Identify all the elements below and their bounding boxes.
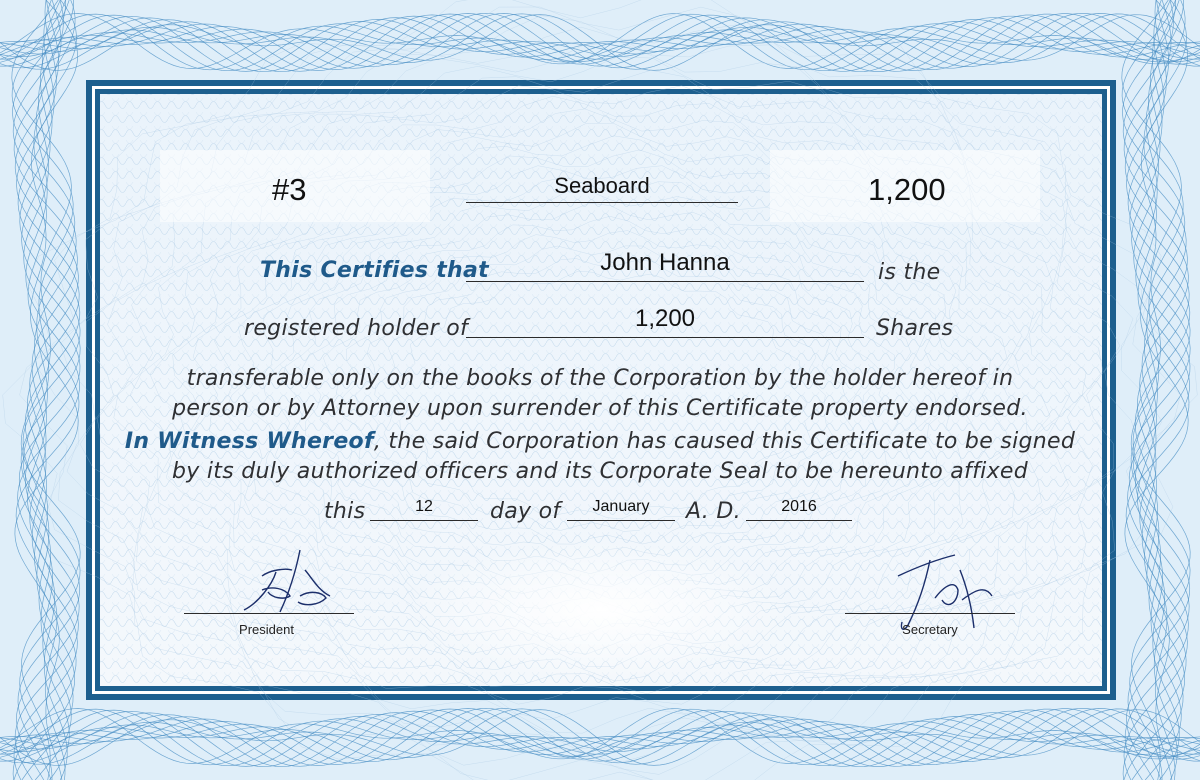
president-label: President [239, 622, 294, 637]
day-of-label: day of [490, 499, 561, 524]
paragraph-line-2: person or by Attorney upon surrender of this Certificate property endorsed. [172, 396, 1028, 421]
paragraph-line-1: transferable only on the books of the Corporation by the holder hereof in [186, 366, 1014, 391]
certificate-number: #3 [272, 172, 307, 207]
year-field: 2016 [746, 498, 852, 521]
president-signature-line [184, 613, 354, 614]
witness-line-1 [0, 429, 1200, 454]
this-label: this [324, 499, 366, 524]
certifies-label: This Certifies that [260, 258, 489, 283]
holder-name-field: John Hanna [466, 247, 864, 282]
secretary-signature-line [845, 613, 1015, 614]
registered-holder-label: registered holder of [244, 316, 469, 341]
witness-rest: , the said Corporation has caused this Certificate to be signed [373, 429, 1076, 454]
company-name-field: Seaboard [466, 170, 738, 203]
witness-label: In Witness Whereof [124, 429, 374, 454]
shares-value-field: 1,200 [466, 303, 864, 338]
witness-line-2: by its duly authorized officers and its Corporate Seal to be hereunto affixed [172, 459, 1028, 484]
ad-label: A. D. [686, 499, 741, 524]
shares-word: Shares [876, 316, 954, 341]
secretary-label: Secretary [902, 622, 958, 637]
is-the-text: is the [878, 260, 941, 285]
shares-count-top: 1,200 [868, 172, 946, 207]
month-field: January [567, 498, 675, 521]
day-field: 12 [370, 498, 478, 521]
